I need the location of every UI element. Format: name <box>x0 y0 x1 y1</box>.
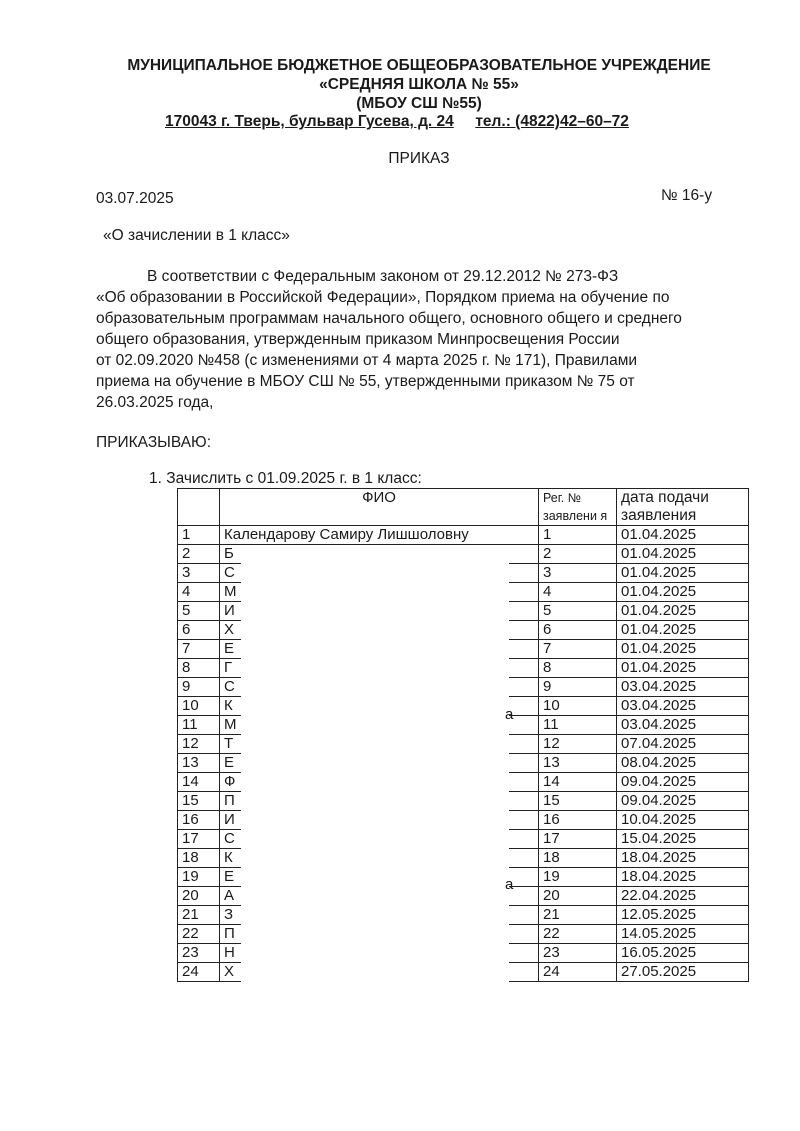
row-fio: Календарову Самиру Лишшоловну <box>220 526 539 545</box>
preamble-line: приема на обучение в МБОУ СШ № 55, утвержденными приказом № 75 от <box>96 373 635 390</box>
preamble-line: 26.03.2025 года, <box>96 394 214 411</box>
row-date: 01.04.2025 <box>617 602 749 621</box>
row-reg-number: 2 <box>539 545 617 564</box>
row-number: 2 <box>178 545 220 564</box>
row-fio: Е <box>220 754 539 773</box>
row-reg-number: 14 <box>539 773 617 792</box>
preamble-line: «Об образовании в Российской Федерации», Порядком приема на обучение по <box>96 289 670 306</box>
row-number: 16 <box>178 811 220 830</box>
school-name-line1: МУНИЦИПАЛЬНОЕ БЮДЖЕТНОЕ ОБЩЕОБРАЗОВАТЕЛЬНОЕ УЧРЕЖДЕНИЕ <box>127 57 711 74</box>
row-number: 22 <box>178 925 220 944</box>
row-number: 11 <box>178 716 220 735</box>
row-date: 09.04.2025 <box>617 773 749 792</box>
order-subject: «О зачислении в 1 класс» <box>103 227 290 244</box>
row-fio: Г <box>220 659 539 678</box>
row-fio: Н <box>220 944 539 963</box>
header-reg-number: Рег. № заявлени я <box>539 489 617 526</box>
row-reg-number: 18 <box>539 849 617 868</box>
row-fio: С <box>220 564 539 583</box>
row-date: 27.05.2025 <box>617 963 749 982</box>
row-reg-number: 9 <box>539 678 617 697</box>
row-date: 08.04.2025 <box>617 754 749 773</box>
row-date: 03.04.2025 <box>617 678 749 697</box>
row-number: 10 <box>178 697 220 716</box>
row-date: 16.05.2025 <box>617 944 749 963</box>
row-fio: П <box>220 925 539 944</box>
row-number: 21 <box>178 906 220 925</box>
row-date: 01.04.2025 <box>617 640 749 659</box>
row-date: 03.04.2025 <box>617 716 749 735</box>
row-number: 23 <box>178 944 220 963</box>
redaction-block <box>241 550 509 992</box>
row-number: 24 <box>178 963 220 982</box>
row-fio: П <box>220 792 539 811</box>
row-date: 01.04.2025 <box>617 621 749 640</box>
row-date: 22.04.2025 <box>617 887 749 906</box>
row-fio: Б <box>220 545 539 564</box>
row-reg-number: 1 <box>539 526 617 545</box>
row-reg-number: 4 <box>539 583 617 602</box>
row-fio: М <box>220 583 539 602</box>
order-date: 03.07.2025 <box>96 190 174 207</box>
header-date: дата подачи заявления <box>617 489 749 526</box>
row-reg-number: 7 <box>539 640 617 659</box>
row-reg-number: 15 <box>539 792 617 811</box>
row-number: 3 <box>178 564 220 583</box>
row-reg-number: 24 <box>539 963 617 982</box>
row-reg-number: 11 <box>539 716 617 735</box>
row-fio: И <box>220 602 539 621</box>
row-fio: З <box>220 906 539 925</box>
row-number: 7 <box>178 640 220 659</box>
row-number: 5 <box>178 602 220 621</box>
directive: ПРИКАЗЫВАЮ: <box>96 434 212 451</box>
school-address-line <box>165 113 629 131</box>
row-reg-number: 10 <box>539 697 617 716</box>
row-fio: Ф <box>220 773 539 792</box>
row-number: 1 <box>178 526 220 545</box>
row-number: 8 <box>178 659 220 678</box>
table-row <box>178 526 749 545</box>
row-number: 15 <box>178 792 220 811</box>
row-reg-number: 16 <box>539 811 617 830</box>
row-date: 01.04.2025 <box>617 545 749 564</box>
row-fio: А <box>220 887 539 906</box>
row-reg-number: 22 <box>539 925 617 944</box>
row-number: 17 <box>178 830 220 849</box>
row-reg-number: 23 <box>539 944 617 963</box>
row-fio: Е <box>220 640 539 659</box>
row-fio: М <box>220 716 539 735</box>
row-fio: Т <box>220 735 539 754</box>
row-date: 01.04.2025 <box>617 526 749 545</box>
row-date: 07.04.2025 <box>617 735 749 754</box>
row-number: 14 <box>178 773 220 792</box>
enroll-item: 1. Зачислить с 01.09.2025 г. в 1 класс: <box>149 470 422 487</box>
row-number: 19 <box>178 868 220 887</box>
row-reg-number: 12 <box>539 735 617 754</box>
school-name-abbr: (МБОУ СШ №55) <box>356 95 482 112</box>
order-number: № 16-у <box>661 187 713 204</box>
row-reg-number: 5 <box>539 602 617 621</box>
school-phone: тел.: (4822)42–60–72 <box>475 113 629 130</box>
row-fio: К <box>220 697 539 716</box>
school-name-line2: «СРЕДНЯЯ ШКОЛА № 55» <box>319 76 519 93</box>
row-date: 18.04.2025 <box>617 868 749 887</box>
preamble-line: образовательным программам начального общего, основного общего и среднего <box>96 310 682 327</box>
row-fio: Е <box>220 868 539 887</box>
row-number: 9 <box>178 678 220 697</box>
row-date: 01.04.2025 <box>617 659 749 678</box>
row-fio: Х <box>220 621 539 640</box>
row-date: 12.05.2025 <box>617 906 749 925</box>
row-fio: К <box>220 849 539 868</box>
row-fio: С <box>220 830 539 849</box>
row-reg-number: 3 <box>539 564 617 583</box>
row-number: 18 <box>178 849 220 868</box>
row-reg-number: 13 <box>539 754 617 773</box>
row-number: 12 <box>178 735 220 754</box>
row-date: 01.04.2025 <box>617 583 749 602</box>
row-number: 13 <box>178 754 220 773</box>
preamble-line: от 02.09.2020 №458 (с изменениями от 4 марта 2025 г. № 171), Правилами <box>96 352 638 369</box>
name-fragment: а <box>505 706 514 723</box>
row-reg-number: 21 <box>539 906 617 925</box>
row-date: 14.05.2025 <box>617 925 749 944</box>
school-address: 170043 г. Тверь, бульвар Гусева, д. 24 <box>165 113 454 130</box>
row-date: 09.04.2025 <box>617 792 749 811</box>
row-number: 6 <box>178 621 220 640</box>
row-fio: И <box>220 811 539 830</box>
row-reg-number: 20 <box>539 887 617 906</box>
row-number: 20 <box>178 887 220 906</box>
row-reg-number: 8 <box>539 659 617 678</box>
row-reg-number: 17 <box>539 830 617 849</box>
preamble-line: В соответствии с Федеральным законом от 29.12.2012 № 273-ФЗ <box>147 268 619 285</box>
row-reg-number: 6 <box>539 621 617 640</box>
preamble-line: общего образования, утвержденным приказом Минпросвещения России <box>96 331 620 348</box>
row-date: 01.04.2025 <box>617 564 749 583</box>
header-num <box>178 489 220 526</box>
table-header-row <box>178 489 749 526</box>
row-date: 03.04.2025 <box>617 697 749 716</box>
row-date: 10.04.2025 <box>617 811 749 830</box>
row-date: 15.04.2025 <box>617 830 749 849</box>
document-title: ПРИКАЗ <box>388 150 450 167</box>
header-fio: ФИО <box>220 489 539 526</box>
row-fio: Х <box>220 963 539 982</box>
name-fragment: а <box>505 876 514 893</box>
row-fio: С <box>220 678 539 697</box>
row-reg-number: 19 <box>539 868 617 887</box>
row-date: 18.04.2025 <box>617 849 749 868</box>
row-number: 4 <box>178 583 220 602</box>
